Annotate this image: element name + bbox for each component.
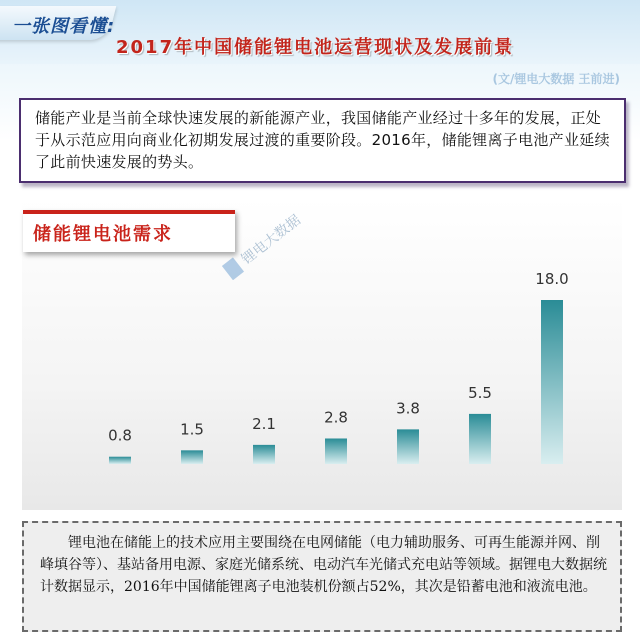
note-text: 锂电池在储能上的技术应用主要围绕在电网储能（电力辅助服务、可再生能源并网、削峰填谷等）、基站备用电源、家庭光储系统、电动汽车光储式充电站等领域。据锂电大数据统计数据显示，2016年中国储能锂离子电池装机份额占52%，其次是铅蓄电池和液流电池。: [40, 535, 607, 595]
bar-6: [469, 414, 491, 464]
bar-value-label-6: 5.5: [468, 383, 492, 402]
bar-1: [109, 457, 131, 464]
page-title: 2017年中国储能锂电池运营现状及发展前景: [116, 37, 515, 58]
byline: (文/锂电大数据 王前进): [492, 72, 620, 86]
chart-label: 储能锂电池需求: [33, 224, 173, 245]
intro-text: 储能产业是当前全球快速发展的新能源产业，我国储能产业经过十多年的发展，正处于从示范应用向商业化初期发展过渡的重要阶段。2016年，储能锂离子电池产业延续了此前快速发展的势头。: [35, 109, 610, 171]
note-box: [22, 521, 622, 632]
bar-7: [541, 300, 563, 464]
bar-value-label-1: 0.8: [108, 426, 132, 445]
bar-4: [325, 438, 347, 464]
bar-value-label-3: 2.1: [252, 414, 276, 433]
bar-value-label-7: 18.0: [535, 270, 569, 288]
bar-value-label-2: 1.5: [180, 420, 204, 439]
header-tag: 一张图看懂:: [12, 16, 116, 37]
bar-value-label-4: 2.8: [324, 408, 348, 427]
bar-5: [397, 429, 419, 464]
bar-3: [253, 445, 275, 464]
bar-value-label-5: 3.8: [396, 399, 420, 418]
watermark-text: 锂电大数据: [238, 212, 304, 268]
bar-2: [181, 450, 203, 464]
